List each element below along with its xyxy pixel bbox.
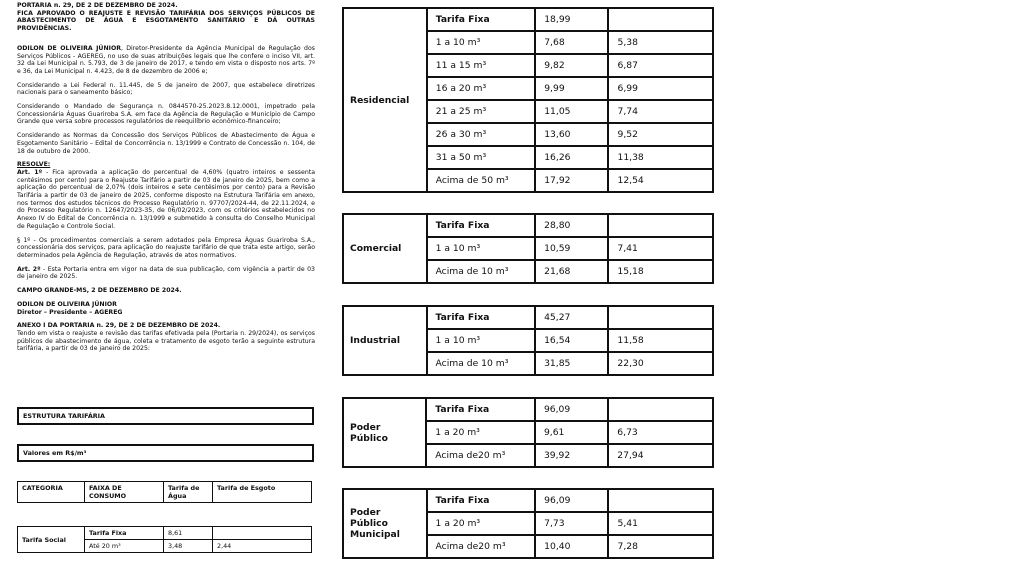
esgoto-cell — [608, 398, 713, 421]
band-cell: Acima de20 m³ — [426, 444, 535, 467]
esgoto-cell: 9,52 — [608, 123, 713, 146]
category-cell: Poder Público Municipal — [343, 489, 427, 558]
agua-cell: 16,26 — [535, 146, 608, 169]
esgoto-cell: 7,28 — [608, 535, 713, 558]
esgoto-cell — [608, 214, 713, 237]
place-date: CAMPO GRANDE-MS, 2 DE DEZEMBRO DE 2024. — [17, 287, 182, 295]
portaria-text — [17, 2, 315, 353]
agua-cell: 9,82 — [535, 54, 608, 77]
agua-cell: 21,68 — [535, 260, 608, 283]
agua-cell: 3,48 — [164, 540, 213, 553]
agua-cell: 7,68 — [535, 31, 608, 54]
band-cell: 21 a 25 m³ — [427, 100, 535, 123]
table-row — [343, 214, 713, 237]
esgoto-cell: 2,44 — [213, 540, 312, 553]
signature-name: ODILON DE OLIVEIRA JÚNIOR — [17, 300, 117, 308]
band-cell: Acima de 50 m³ — [427, 169, 535, 192]
band-cell: Tarifa Fixa — [427, 489, 536, 512]
portaria-subject: FICA APROVADO O REAJUSTE E REVISÃO TARIFÁRIA DOS SERVIÇOS PÚBLICOS DE ABASTECIMENTO DE ÁGUA E ESGOTAMENTO SANITÁRIO E DÁ OUTRAS PROVIDÊNCIAS. — [17, 9, 315, 33]
esgoto-cell: 12,54 — [608, 169, 713, 192]
agua-cell: 10,40 — [535, 535, 608, 558]
agua-cell: 9,61 — [535, 421, 608, 444]
agua-cell: 18,99 — [535, 8, 608, 31]
agua-cell: 96,09 — [535, 398, 608, 421]
intro-name: ODILON DE OLIVEIRA JÚNIOR — [17, 44, 121, 52]
esgoto-cell: 11,58 — [608, 329, 713, 352]
category-cell: Comercial — [343, 214, 427, 283]
signature — [17, 301, 315, 316]
esgoto-cell: 22,30 — [608, 352, 713, 375]
signature-role: Diretor – Presidente – AGEREG — [17, 308, 123, 316]
category-cell: Industrial — [343, 306, 427, 375]
table-row — [343, 306, 713, 329]
esgoto-cell — [213, 527, 312, 540]
agua-cell: 96,09 — [535, 489, 608, 512]
band-cell: Tarifa Fixa — [427, 214, 536, 237]
band-cell: 1 a 20 m³ — [427, 512, 536, 535]
esgoto-cell — [608, 306, 713, 329]
residencial-table — [342, 7, 714, 193]
agua-cell: 7,73 — [535, 512, 608, 535]
annex — [17, 322, 315, 353]
band-cell: 16 a 20 m³ — [427, 77, 535, 100]
header-esgoto: Tarifa de Esgoto — [213, 482, 312, 503]
considerando-2: Considerando o Mandado de Segurança n. 0844570-25.2023.8.12.0001, impetrado pela Concessionária Águas Guariroba S.A. em face da Agência de Regulação e Município de Campo Grande que versa sobre processos regulatórios de reequilíbrio econômico-financeiro; — [17, 103, 315, 126]
considerando-3: Considerando as Normas da Concessão dos Serviços Públicos de Abastecimento de Água e Esgotamento Sanitário – Edital de Concorrência n. 13/1999 e Contrato de Concessão n. 104, de 18 de outubro de 2000. — [17, 132, 315, 155]
article-2 — [17, 266, 315, 281]
table-row — [18, 482, 312, 503]
esgoto-cell: 6,99 — [608, 77, 713, 100]
article-2-label: Art. 2º — [17, 265, 41, 273]
article-1-text: - Fica aprovada a aplicação do percentual de 4,60% (quatro inteiros e sessenta centésimos por cento) para o Reajuste Tarifário a partir de 03 de janeiro de 2025, bem como a aplicação do percentual de 2,07% (dois inteiros e sete centésimos por cento) para a Revisão Tarifária a partir de 03 de janeiro de 2025, conforme disposto na Estrutura Tarifária em anexo, nos termos dos estudos técnicos do Processo Regulatório n. 97707/2024-44, de 22.11.2024, e do Processo Regulatório n. 12647/2023-35, de 06/02/2023, com os critérios estabelecidos no Anexo IV do Edital de Concorrência n. 13/1999 e submetido à consulta do Conselho Municipal de Regulação e Controle Social. — [17, 168, 315, 230]
agua-cell: 39,92 — [535, 444, 608, 467]
band-cell: Tarifa Fixa — [427, 8, 535, 31]
category-cell: Residencial — [343, 8, 427, 192]
band-cell: 11 a 15 m³ — [427, 54, 535, 77]
esgoto-cell: 6,73 — [608, 421, 713, 444]
resolve-heading: RESOLVE: — [17, 161, 51, 169]
band-cell: Até 20 m³ — [85, 540, 164, 553]
estrutura-tarifaria-box — [17, 407, 314, 425]
intro-text: , Diretor-Presidente da Agência Municipal de Regulação dos Serviços Públicos - AGEREG, no uso de suas atribuições legais que lhe confere o inciso VII, art. 32 da Lei Municipal n. 5.793, de 3 de janeiro de 2017, e tendo em vista o disposto nos arts. 7º e 36, da Lei Municipal n. 4.423, de 8 de dezembro de 2006 e; — [17, 44, 315, 75]
valores-label: Valores em R$/m³ — [23, 449, 87, 457]
article-1-label: Art. 1º — [17, 168, 43, 176]
portaria-header — [17, 2, 315, 33]
agua-cell: 16,54 — [535, 329, 608, 352]
header-categoria: CATEGORIA — [18, 482, 85, 503]
tarifa-social-table — [17, 526, 312, 553]
esgoto-cell: 5,41 — [608, 512, 713, 535]
category-cell: Tarifa Social — [18, 527, 85, 553]
band-cell: Tarifa Fixa — [85, 527, 164, 540]
band-cell: Acima de 10 m³ — [427, 352, 536, 375]
band-cell: 1 a 20 m³ — [426, 421, 535, 444]
paragraph-1: § 1º - Os procedimentos comerciais a serem adotados pela Empresa Águas Guariroba S.A., concessionária dos serviços, para aplicação do reajuste tarifário de que trata este artigo, serão determinados pela Agência de Regulação, através de atos normativos. — [17, 236, 315, 259]
industrial-table — [342, 305, 714, 376]
esgoto-cell: 15,18 — [608, 260, 713, 283]
agua-cell: 13,60 — [535, 123, 608, 146]
agua-cell: 11,05 — [535, 100, 608, 123]
band-cell: 31 a 50 m³ — [427, 146, 535, 169]
band-cell: Tarifa Fixa — [427, 306, 536, 329]
header-faixa: FAIXA DE CONSUMO — [85, 482, 164, 503]
esgoto-cell: 7,74 — [608, 100, 713, 123]
esgoto-cell: 6,87 — [608, 54, 713, 77]
article-1 — [17, 169, 315, 231]
esgoto-cell: 27,94 — [608, 444, 713, 467]
agua-cell: 28,80 — [535, 214, 608, 237]
left-header-table — [17, 481, 312, 503]
esgoto-cell — [608, 8, 713, 31]
band-cell: Acima de20 m³ — [427, 535, 536, 558]
esgoto-cell: 5,38 — [608, 31, 713, 54]
esgoto-cell: 11,38 — [608, 146, 713, 169]
agua-cell: 10,59 — [535, 237, 608, 260]
band-cell: 1 a 10 m³ — [427, 237, 536, 260]
band-cell: 1 a 10 m³ — [427, 31, 535, 54]
comercial-table — [342, 213, 714, 284]
esgoto-cell: 7,41 — [608, 237, 713, 260]
band-cell: 1 a 10 m³ — [427, 329, 536, 352]
agua-cell: 45,27 — [535, 306, 608, 329]
table-row — [343, 489, 713, 512]
agua-cell: 9,99 — [535, 77, 608, 100]
header-agua: Tarifa de Água — [164, 482, 213, 503]
band-cell: 26 a 30 m³ — [427, 123, 535, 146]
category-cell: Poder Público — [343, 398, 426, 467]
table-row — [343, 398, 713, 421]
valores-box — [17, 444, 314, 462]
band-cell: Tarifa Fixa — [426, 398, 535, 421]
agua-cell: 31,85 — [535, 352, 608, 375]
poder-publico-municipal-table — [342, 488, 714, 559]
considerando-1: Considerando a Lei Federal n. 11.445, de 5 de janeiro de 2007, que estabelece diretrizes nacionais para o saneamento básico; — [17, 81, 315, 97]
estrutura-title: ESTRUTURA TARIFÁRIA — [23, 412, 106, 420]
poder-publico-table — [342, 397, 714, 468]
annex-text: Tendo em vista o reajuste e revisão das tarifas efetivada pela (Portaria n. 29/2024), os serviços públicos de abastecimento de água, coleta e tratamento de esgoto terão a seguinte estrutura tarifária, a partir de 03 de janeiro de 2025: — [17, 329, 315, 353]
portaria-number: PORTARIA n. 29, DE 2 DE DEZEMBRO DE 2024. — [17, 2, 178, 9]
band-cell: Acima de 10 m³ — [427, 260, 536, 283]
intro-paragraph — [17, 45, 315, 76]
table-row — [343, 8, 713, 31]
agua-cell: 8,61 — [164, 527, 213, 540]
table-row — [18, 527, 312, 540]
esgoto-cell — [608, 489, 713, 512]
agua-cell: 17,92 — [535, 169, 608, 192]
article-2-text: - Esta Portaria entra em vigor na data de sua publicação, com vigência a partir de 03 de janeiro de 2025. — [17, 265, 315, 281]
annex-title: ANEXO I DA PORTARIA n. 29, DE 2 DE DEZEMBRO DE 2024. — [17, 322, 221, 330]
